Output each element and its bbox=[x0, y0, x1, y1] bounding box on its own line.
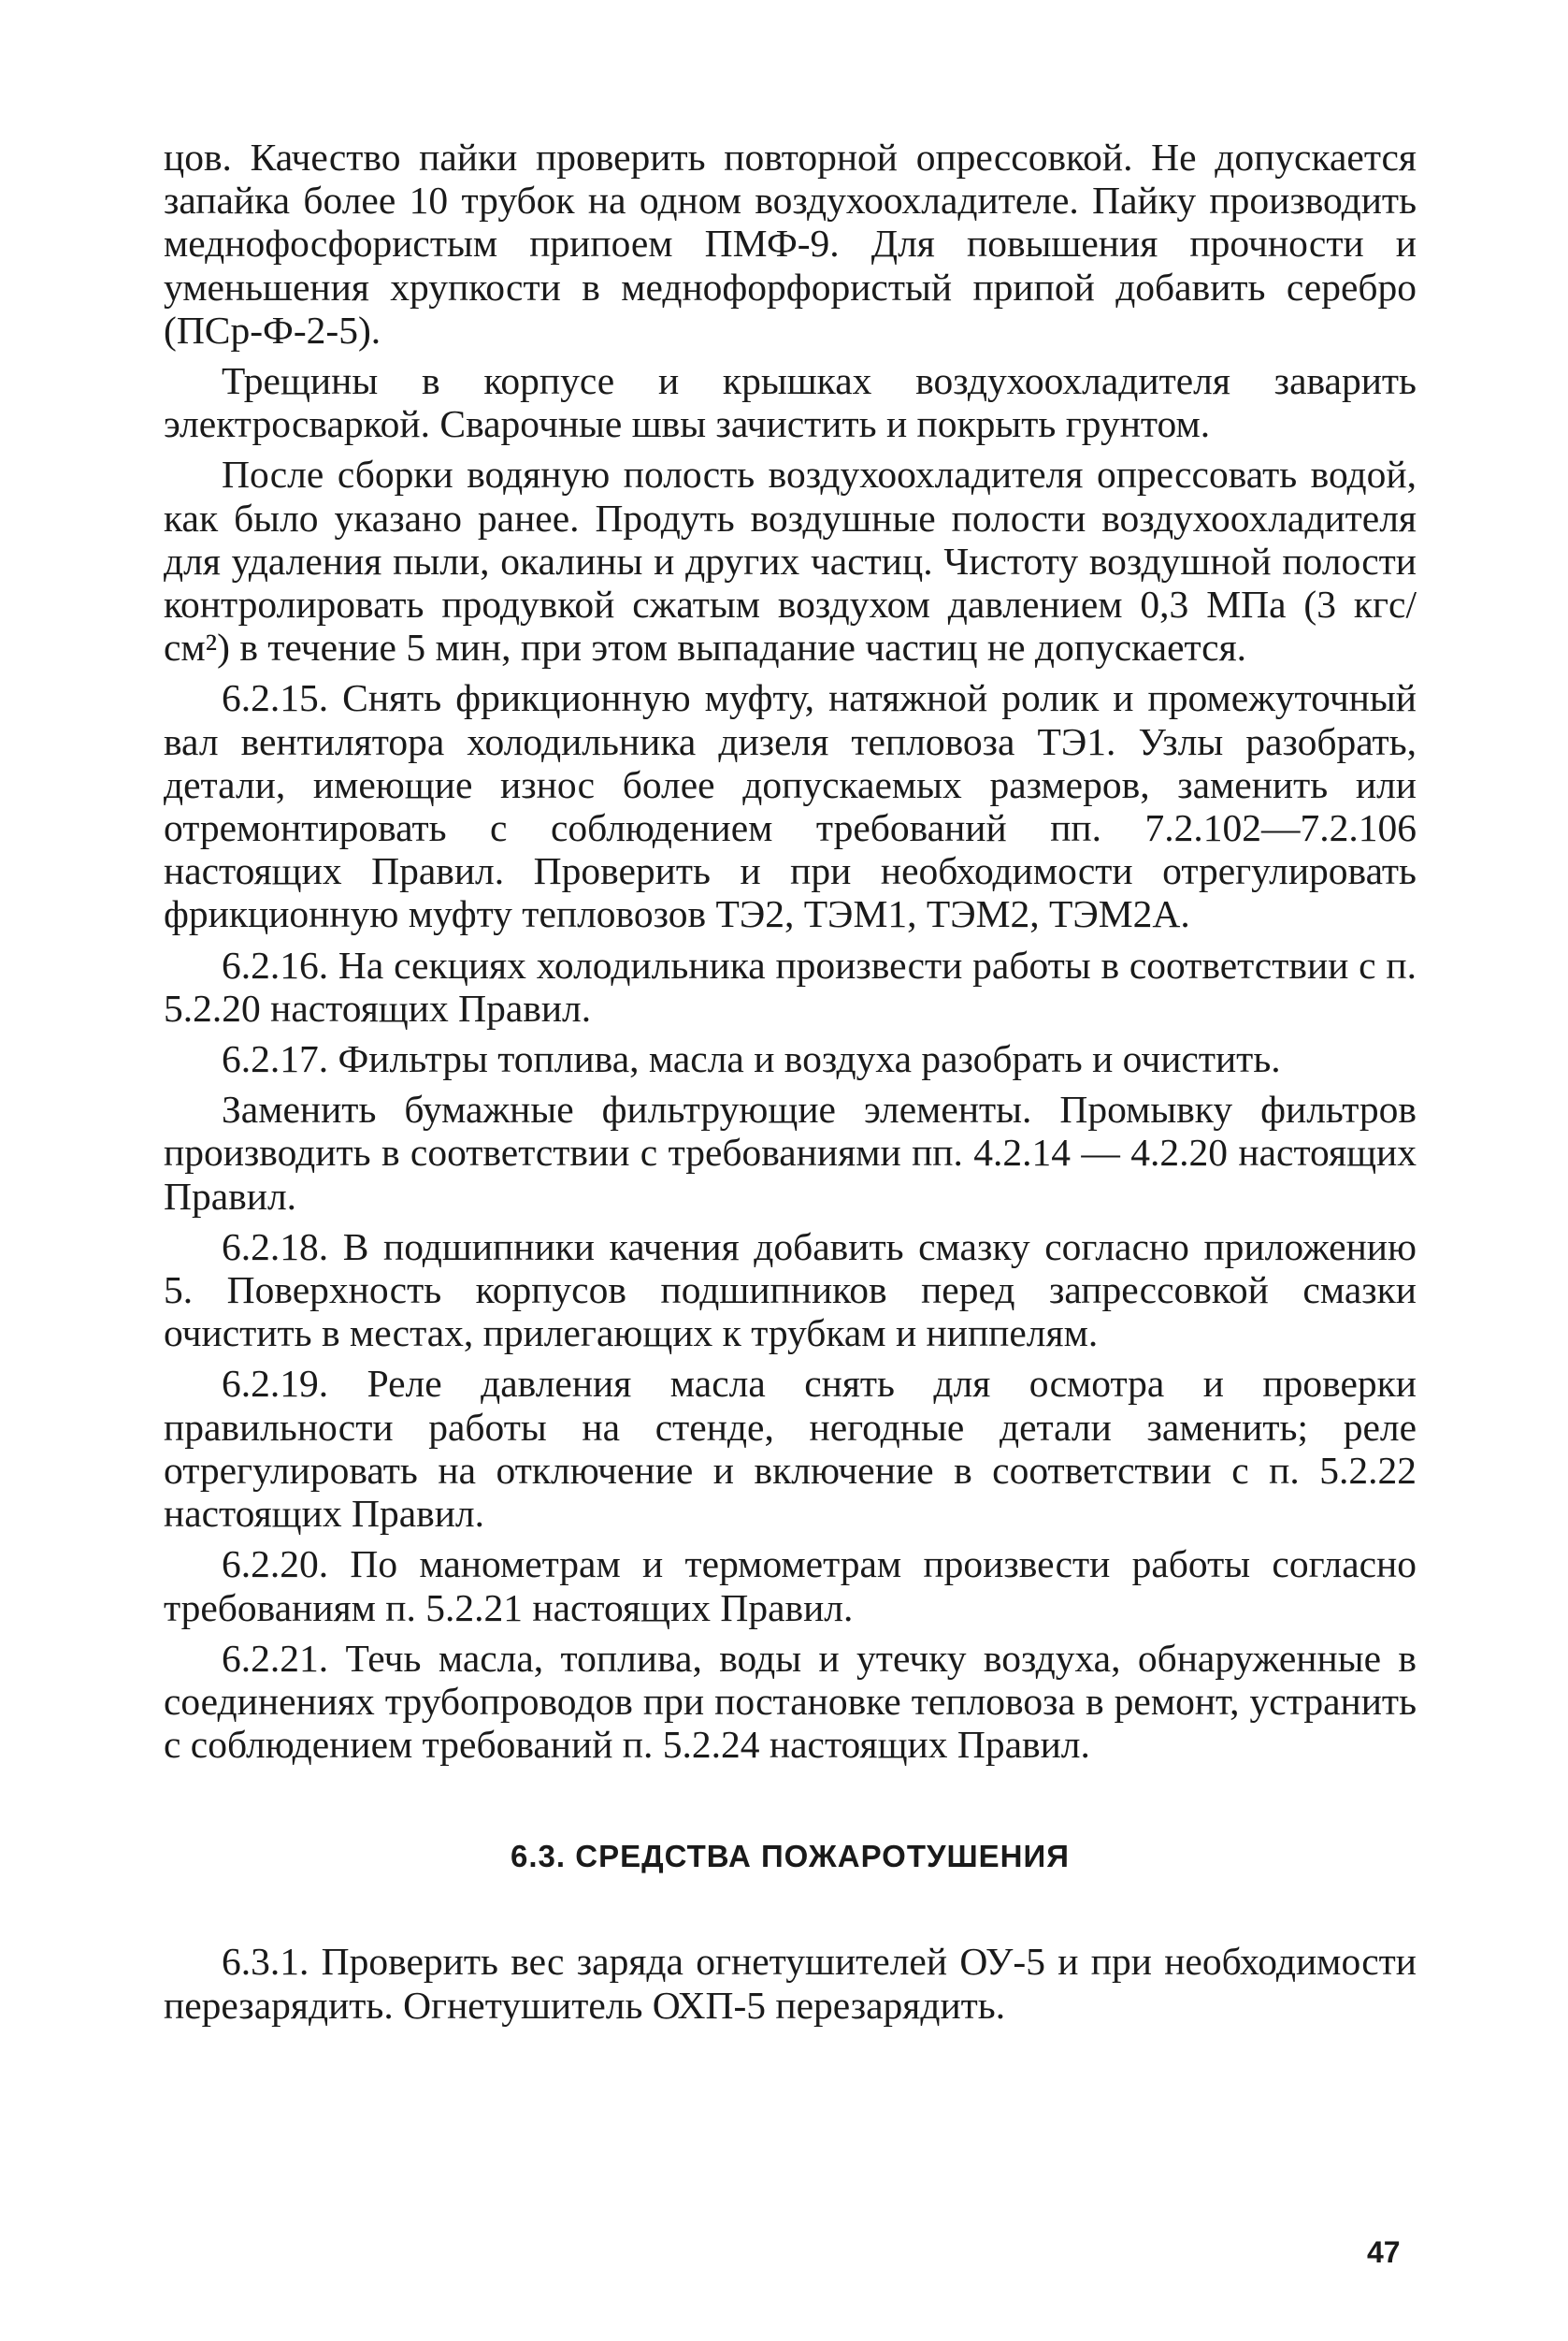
paragraph-6-2-17: 6.2.17. Фильтры топлива, масла и воздуха разобрать и очистить. bbox=[222, 1037, 1281, 1081]
paragraph-6-2-19: 6.2.19. Реле давления масла снять для осмотра и проверки правильности работы на стенде, негодные детали заменить; реле отрегулировать на отключение и включение в соответствии с п. 5.2.22 настоящих Правил. bbox=[164, 1362, 1417, 1536]
paragraph-6-2-15: 6.2.15. Снять фрикционную муфту, натяжной ролик и промежуточный вал вентилятора холодильника дизеля тепловоза ТЭ1. Узлы разобрать, детали, имеющие износ более допускаемых размеров, заменить или отремонтировать с соблюдением требований пп. 7.2.102—7.2.106 настоящих Правил. Проверить и при необходимости отрегулировать фрикционную муфту тепловозов ТЭ2, ТЭМ1, ТЭМ2, ТЭМ2А. bbox=[164, 676, 1417, 936]
paragraph-6-2-18: 6.2.18. В подшипники качения добавить смазку согласно приложению 5. Поверхность корпусов подшипников перед запрессовкой смазки очистить в местах, прилегающих к трубкам и ниппелям. bbox=[164, 1224, 1417, 1355]
page-number: 47 bbox=[1367, 2235, 1401, 2269]
paragraph-6-2-20: 6.2.20. По манометрам и термометрам произвести работы согласно требованиям п. 5.2.21 настоящих Правил. bbox=[164, 1542, 1417, 1629]
paragraph-cracks: Трещины в корпусе и крышках воздухоохладителя заварить электросваркой. Сварочные швы зачистить и покрыть грунтом. bbox=[164, 359, 1417, 446]
paragraph-continuation: цов. Качество пайки проверить повторной опрессовкой. Не допускается запайка более 10 трубок на одном воздухоохладителе. Пайку производить меднофосфористым припоем ПМФ-9. Для повышения прочности и уменьшения хрупкости в меднофорфористый припой добавить серебро (ПСр-Ф-2-5). bbox=[164, 136, 1417, 352]
paragraph-filters: Заменить бумажные фильтрующие элементы. Промывку фильтров производить в соответствии с требованиями пп. 4.2.14 — 4.2.20 настоящих Правил. bbox=[164, 1088, 1417, 1218]
paragraph-6-3-1: 6.3.1. Проверить вес заряда огнетушителей ОУ-5 и при необходимости перезарядить. Огнетушитель ОХП-5 перезарядить. bbox=[164, 1940, 1417, 2027]
paragraph-6-2-21: 6.2.21. Течь масла, топлива, воды и утечку воздуха, обнаруженные в соединениях трубопроводов при постановке тепловоза в ремонт, устранить с соблюдением требований п. 5.2.24 настоящих Правил. bbox=[164, 1636, 1417, 1767]
page-body bbox=[164, 136, 1417, 2027]
paragraph-6-2-16: 6.2.16. На секциях холодильника произвести работы в соответствии с п. 5.2.20 настоящих Правил. bbox=[164, 943, 1417, 1030]
section-heading: 6.3. СРЕДСТВА ПОЖАРОТУШЕНИЯ bbox=[511, 1839, 1070, 1874]
paragraph-after-assembly: После сборки водяную полость воздухоохладителя опрессовать водой, как было указано ранее. Продуть воздушные полости воздухоохладителя для удаления пыли, окалины и других частиц. Чистоту воздушной полости контролировать продувкой сжатым воздухом давлением 0,3 МПа (3 кгс/см²) в течение 5 мин, при этом выпадание частиц не допускается. bbox=[164, 453, 1417, 670]
